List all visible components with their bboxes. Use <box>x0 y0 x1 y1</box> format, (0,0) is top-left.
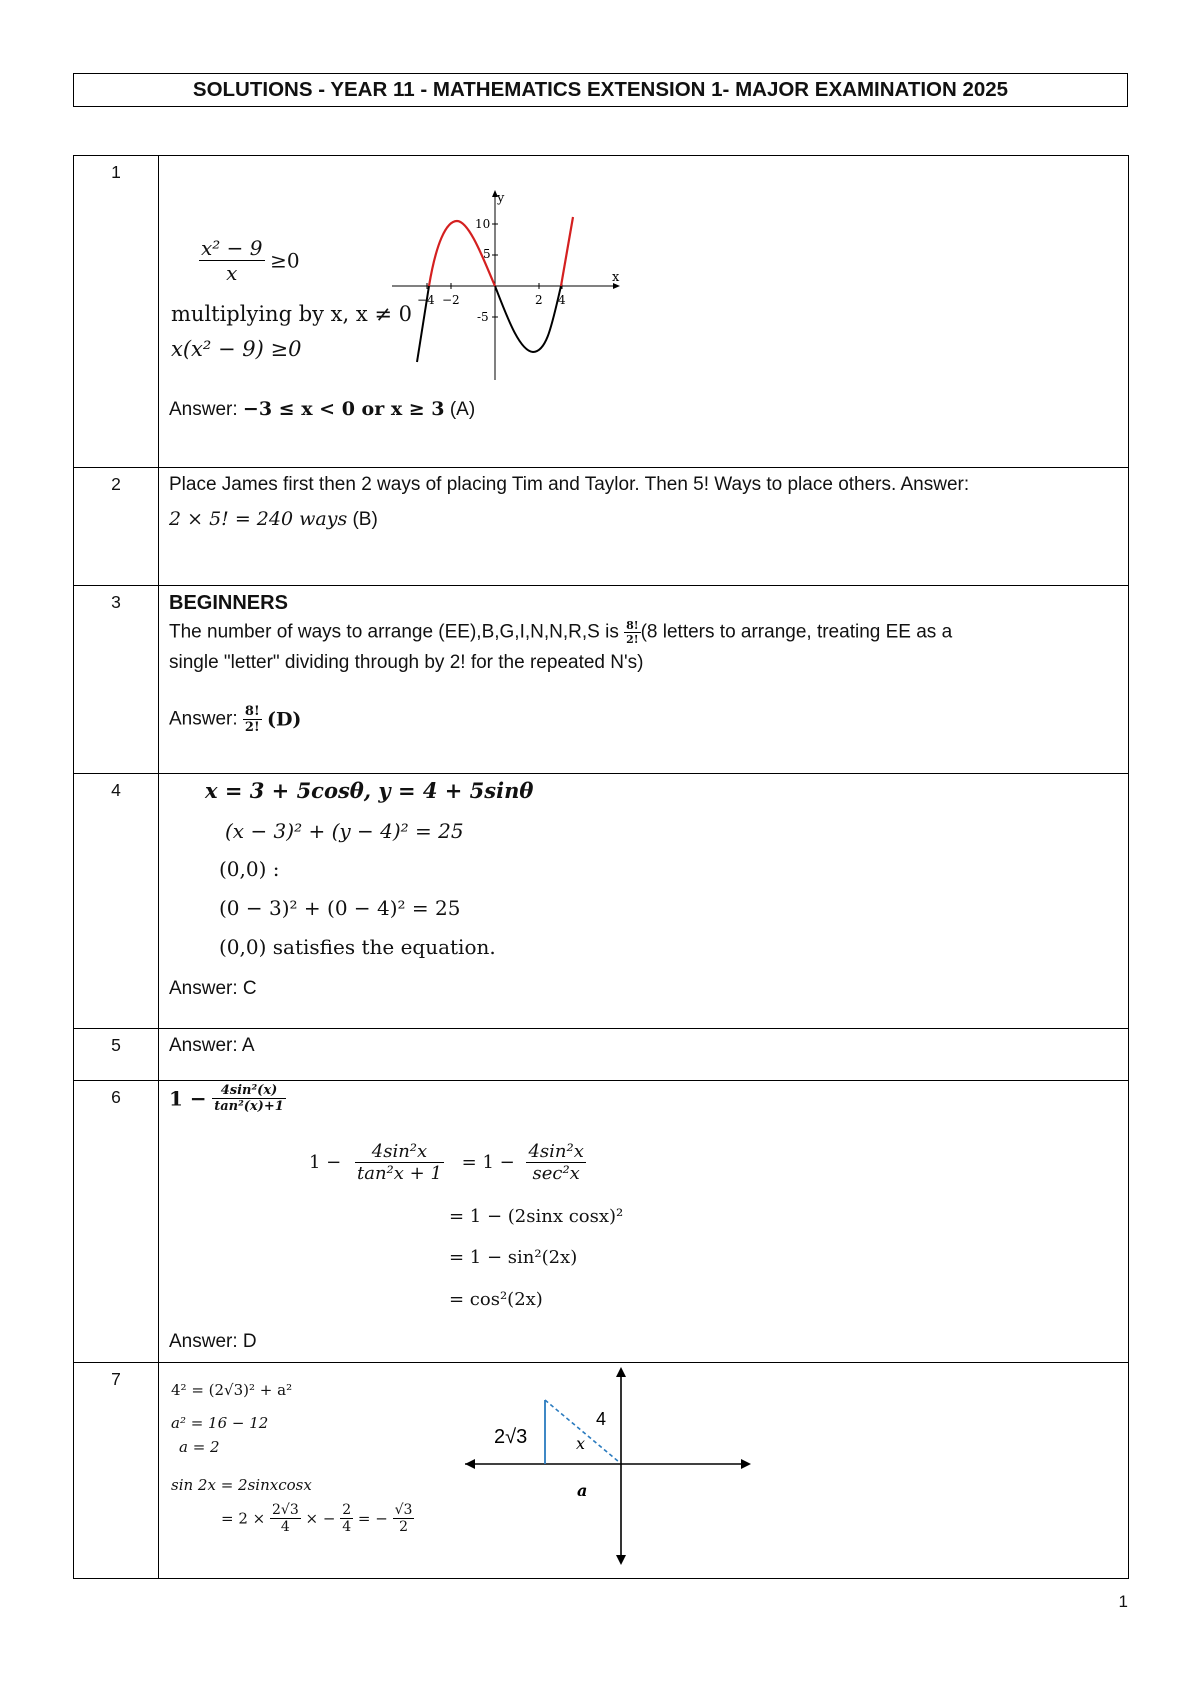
answer-line: Answer: A <box>169 1035 255 1056</box>
step-multiply: multiplying by x, x ≠ 0 <box>171 302 413 326</box>
triangle-diagram <box>459 1365 759 1565</box>
explanation-line-2: single "letter" dividing through by 2! for the repeated N's) <box>169 652 644 673</box>
x-tick-label: 2 <box>535 293 543 307</box>
working-line-4: = cos²(2x) <box>449 1289 543 1310</box>
test-point: (0,0) : <box>219 857 280 881</box>
cubic-graph <box>384 184 629 384</box>
given-expression: 1 − $\frac{\text{4sin²(x)}}{\text{tan²(x)+1}}$ <box>169 1083 284 1114</box>
working-line-2: = 1 − (2sinx cosx)² <box>449 1206 624 1227</box>
answer-line: Answer: D <box>169 1331 257 1352</box>
solution-cell-4 <box>159 774 1129 1029</box>
explanation-line-1: The number of ways to arrange (EE),B,G,I,N,N,R,S is $\frac{8!}{2!}$ (8 letters to arrange, treating EE as a <box>169 619 953 646</box>
question-row-6 <box>74 1081 1129 1363</box>
x-tick-label: 4 <box>558 293 566 307</box>
hypotenuse-label: 4 <box>596 1409 607 1429</box>
question-number: 2 <box>74 468 159 586</box>
y-tick-label: -5 <box>477 310 489 324</box>
inequality: $\frac{\text{x² − 9}}{x}$ ≥0 <box>201 236 300 285</box>
solve-line-2: a = 2 <box>179 1438 220 1456</box>
conclusion: (0,0) satisfies the equation. <box>219 935 496 959</box>
question-number: 4 <box>74 774 159 1029</box>
y-axis-label: y <box>497 191 505 206</box>
cartesian-equation: (x − 3)² + (y − 4)² = 25 <box>225 819 464 843</box>
solution-cell-3 <box>159 586 1129 774</box>
question-number: 6 <box>74 1081 159 1363</box>
working-line-1: 1 − $\frac{\text{4sin²x}}{\text{tan²x + 1}}$ = 1 − $\frac{\text{4sin²x}}{\text{sec²x}}$ <box>309 1141 584 1184</box>
answer-line: 2 × 5! = 240 ways (B) <box>169 508 378 530</box>
solve-line-1: a² = 16 − 12 <box>171 1414 269 1432</box>
substitution: (0 − 3)² + (0 − 4)² = 25 <box>219 896 461 920</box>
x-axis-label: x <box>612 270 620 285</box>
solution-cell-1 <box>159 156 1129 468</box>
step-factored: x(x² − 9) ≥0 <box>171 337 302 361</box>
y-tick-label: 5 <box>483 247 491 261</box>
question-row-7 <box>74 1363 1129 1579</box>
question-number: 3 <box>74 586 159 774</box>
solution-cell-6 <box>159 1081 1129 1363</box>
parametric-equations: x = 3 + 5cosθ, y = 4 + 5sinθ <box>205 778 534 803</box>
angle-label: x <box>576 1434 586 1453</box>
question-number: 5 <box>74 1029 159 1081</box>
y-tick-label: 10 <box>475 217 491 231</box>
question-row-4 <box>74 774 1129 1029</box>
question-row-2 <box>74 468 1129 586</box>
answer-line: Answer: −3 ≤ x < 0 or x ≥ 3 (A) <box>169 398 476 420</box>
working-line-3: = 1 − sin²(2x) <box>449 1247 578 1268</box>
double-angle-identity: sin 2x = 2sinxcosx <box>171 1476 312 1494</box>
question-row-1 <box>74 156 1129 468</box>
page-title: SOLUTIONS - YEAR 11 - MATHEMATICS EXTENSION 1- MAJOR EXAMINATION 2025 <box>73 73 1128 107</box>
solution-cell-7 <box>159 1363 1129 1579</box>
x-tick-label: −4 <box>417 293 435 307</box>
base-label: a <box>577 1481 588 1500</box>
answer-line: Answer: $\frac{8!}{2!}$ (D) <box>169 704 302 735</box>
question-row-5 <box>74 1029 1129 1081</box>
solution-cell-2 <box>159 468 1129 586</box>
word-heading: BEGINNERS <box>169 592 288 614</box>
page-number: 1 <box>1118 1592 1128 1611</box>
question-number: 7 <box>74 1363 159 1579</box>
question-row-3 <box>74 586 1129 774</box>
x-tick-label: −2 <box>442 293 460 307</box>
question-number: 1 <box>74 156 159 468</box>
evaluation-line: = 2 × $\frac{2√3}{4}$ × − $\frac{2}{4}$ = − $\frac{√3}{2}$ <box>221 1502 413 1535</box>
solutions-table <box>73 155 1129 1579</box>
answer-line: Answer: C <box>169 978 257 999</box>
side-label: 2√3 <box>494 1426 528 1448</box>
explanation: Place James first then 2 ways of placing Tim and Taylor. Then 5! Ways to place others. Answer: <box>169 474 970 495</box>
pythagoras-line: 4² = (2√3)² + a² <box>171 1381 293 1399</box>
solution-cell-5 <box>159 1029 1129 1081</box>
